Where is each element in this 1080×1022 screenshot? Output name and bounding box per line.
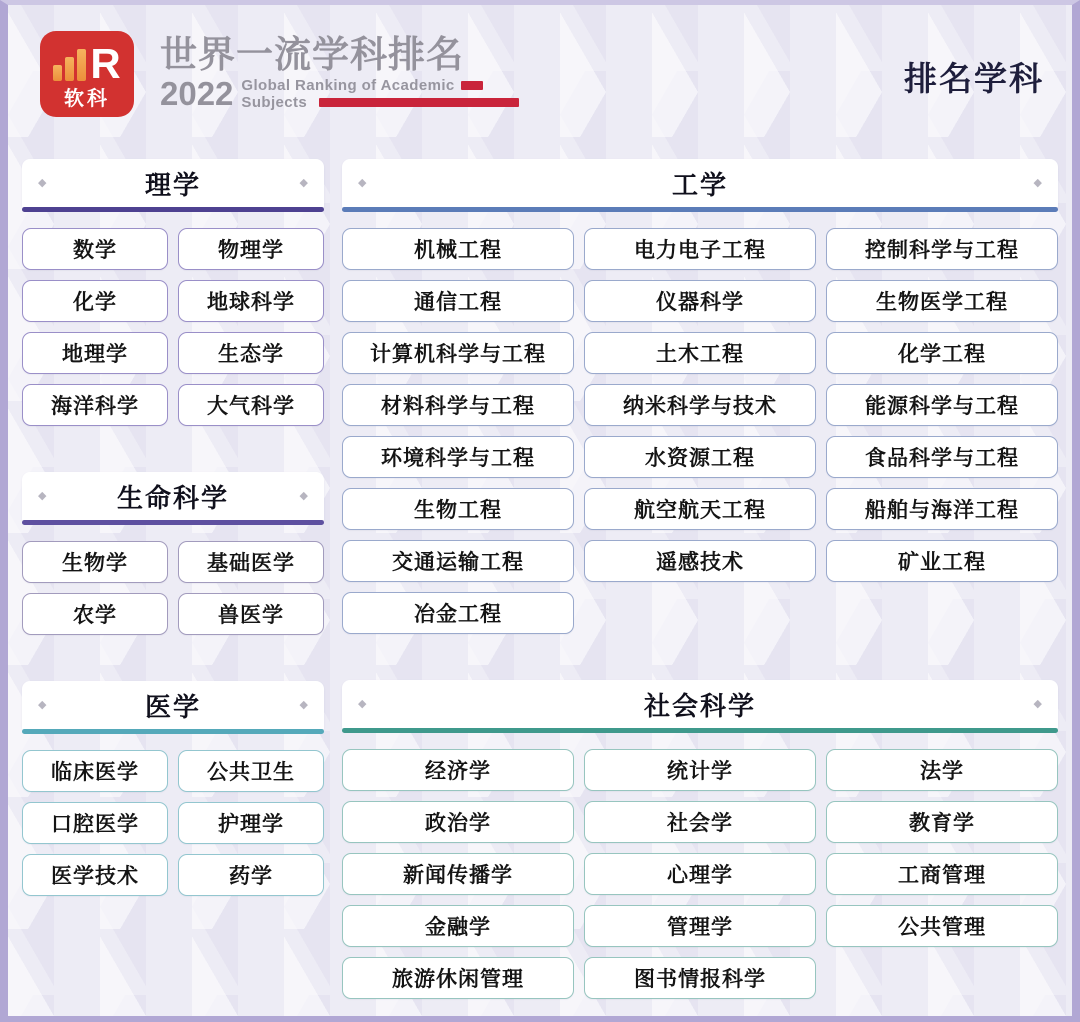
- subject-button[interactable]: 化学: [22, 280, 168, 322]
- subject-button[interactable]: 工商管理: [826, 853, 1058, 895]
- subject-button[interactable]: 交通运输工程: [342, 540, 574, 582]
- diamond-icon: ◆: [38, 176, 47, 189]
- subject-button[interactable]: 机械工程: [342, 228, 574, 270]
- subject-button[interactable]: 地球科学: [178, 280, 324, 322]
- section-header: [342, 680, 1058, 728]
- year-label: 2022: [160, 75, 234, 112]
- subject-button[interactable]: 生态学: [178, 332, 324, 374]
- left-column: [22, 159, 324, 999]
- subject-button[interactable]: 法学: [826, 749, 1058, 791]
- diamond-icon: ◆: [1033, 697, 1042, 710]
- diamond-icon: ◆: [299, 489, 308, 502]
- diamond-icon: ◆: [358, 176, 367, 189]
- subtitle-text: [241, 77, 519, 111]
- red-dash-decoration: [461, 81, 483, 90]
- subject-button[interactable]: 化学工程: [826, 332, 1058, 374]
- bar-chart-icon: [53, 49, 86, 81]
- section-life-sciences: [22, 472, 324, 635]
- subject-grid: [22, 750, 324, 896]
- subject-button[interactable]: 药学: [178, 854, 324, 896]
- right-column: [342, 159, 1058, 999]
- subtitle-line1-row: [241, 77, 519, 94]
- subject-button[interactable]: 农学: [22, 593, 168, 635]
- subject-button[interactable]: 政治学: [342, 801, 574, 843]
- diamond-icon: ◆: [38, 489, 47, 502]
- subjects-board: [22, 159, 1058, 999]
- section-header: [342, 159, 1058, 207]
- section-header: [22, 681, 324, 729]
- page-header: [22, 5, 1058, 155]
- section-social-sciences: [342, 680, 1058, 999]
- subject-button[interactable]: 海洋科学: [22, 384, 168, 426]
- section-title: 社会科学: [643, 690, 756, 721]
- subject-button[interactable]: 航空航天工程: [584, 488, 816, 530]
- subtitle-row: [160, 77, 519, 111]
- section-accent-bar: [22, 207, 324, 212]
- section-accent-bar: [342, 728, 1058, 733]
- shanghairanking-logo: [40, 31, 134, 117]
- logo-r-letter: R: [90, 40, 121, 87]
- subject-button[interactable]: 基础医学: [178, 541, 324, 583]
- subject-button[interactable]: 图书情报科学: [584, 957, 816, 999]
- section-title: 理学: [144, 169, 201, 200]
- subject-button[interactable]: 统计学: [584, 749, 816, 791]
- section-accent-bar: [342, 207, 1058, 212]
- subject-button[interactable]: 教育学: [826, 801, 1058, 843]
- subject-button[interactable]: 遥感技术: [584, 540, 816, 582]
- subject-button[interactable]: 控制科学与工程: [826, 228, 1058, 270]
- subject-button[interactable]: 大气科学: [178, 384, 324, 426]
- subject-button[interactable]: 护理学: [178, 802, 324, 844]
- subject-button[interactable]: 土木工程: [584, 332, 816, 374]
- subject-button[interactable]: 生物医学工程: [826, 280, 1058, 322]
- subject-button[interactable]: 环境科学与工程: [342, 436, 574, 478]
- section-accent-bar: [22, 729, 324, 734]
- logo-barchart-icon: [53, 40, 121, 87]
- subject-button[interactable]: 能源科学与工程: [826, 384, 1058, 426]
- title-block: [160, 35, 519, 111]
- subject-button[interactable]: 新闻传播学: [342, 853, 574, 895]
- section-natural-sciences: [22, 159, 324, 426]
- section-header: [22, 472, 324, 520]
- subject-button[interactable]: 兽医学: [178, 593, 324, 635]
- subject-button[interactable]: 生物学: [22, 541, 168, 583]
- subject-button[interactable]: 物理学: [178, 228, 324, 270]
- subject-button[interactable]: 仪器科学: [584, 280, 816, 322]
- subject-button[interactable]: 通信工程: [342, 280, 574, 322]
- subject-button[interactable]: 医学技术: [22, 854, 168, 896]
- section-title: 工学: [671, 169, 728, 200]
- subject-button[interactable]: 生物工程: [342, 488, 574, 530]
- diamond-icon: ◆: [358, 697, 367, 710]
- subject-button[interactable]: 食品科学与工程: [826, 436, 1058, 478]
- subject-button[interactable]: 公共卫生: [178, 750, 324, 792]
- subject-button[interactable]: 临床医学: [22, 750, 168, 792]
- page: [8, 5, 1072, 999]
- subject-button[interactable]: 船舶与海洋工程: [826, 488, 1058, 530]
- diamond-icon: ◆: [38, 698, 47, 711]
- page-label: 排名学科: [904, 60, 1044, 97]
- subject-button[interactable]: 旅游休闲管理: [342, 957, 574, 999]
- logo-brand-text: 软科: [64, 88, 110, 110]
- section-engineering: [342, 159, 1058, 634]
- diamond-icon: ◆: [1033, 176, 1042, 189]
- subject-button[interactable]: 冶金工程: [342, 592, 574, 634]
- subject-button[interactable]: 经济学: [342, 749, 574, 791]
- subject-button[interactable]: 计算机科学与工程: [342, 332, 574, 374]
- diamond-icon: ◆: [299, 176, 308, 189]
- subject-grid: [342, 228, 1058, 634]
- section-medical-sciences: [22, 681, 324, 896]
- section-title: 生命科学: [116, 482, 229, 513]
- subject-grid: [342, 749, 1058, 999]
- subject-button[interactable]: 矿业工程: [826, 540, 1058, 582]
- subject-button[interactable]: 数学: [22, 228, 168, 270]
- subject-button[interactable]: 电力电子工程: [584, 228, 816, 270]
- subject-button[interactable]: 公共管理: [826, 905, 1058, 947]
- red-bar-decoration: [319, 98, 519, 107]
- subject-button[interactable]: 口腔医学: [22, 802, 168, 844]
- subject-button[interactable]: 纳米科学与技术: [584, 384, 816, 426]
- section-title: 医学: [144, 691, 201, 722]
- subject-button[interactable]: 金融学: [342, 905, 574, 947]
- subtitle-line2: Subjects: [241, 94, 308, 111]
- subtitle-line2-row: [241, 94, 519, 111]
- subject-button[interactable]: 水资源工程: [584, 436, 816, 478]
- subject-button[interactable]: 地理学: [22, 332, 168, 374]
- section-header: [22, 159, 324, 207]
- subtitle-line1: Global Ranking of Academic: [241, 77, 455, 94]
- subject-grid: [22, 228, 324, 426]
- diamond-icon: ◆: [299, 698, 308, 711]
- subject-button[interactable]: 材料科学与工程: [342, 384, 574, 426]
- subject-button[interactable]: 管理学: [584, 905, 816, 947]
- page-title: 世界一流学科排名: [160, 34, 464, 75]
- section-accent-bar: [22, 520, 324, 525]
- subject-button[interactable]: 社会学: [584, 801, 816, 843]
- subject-grid: [22, 541, 324, 635]
- subject-button[interactable]: 心理学: [584, 853, 816, 895]
